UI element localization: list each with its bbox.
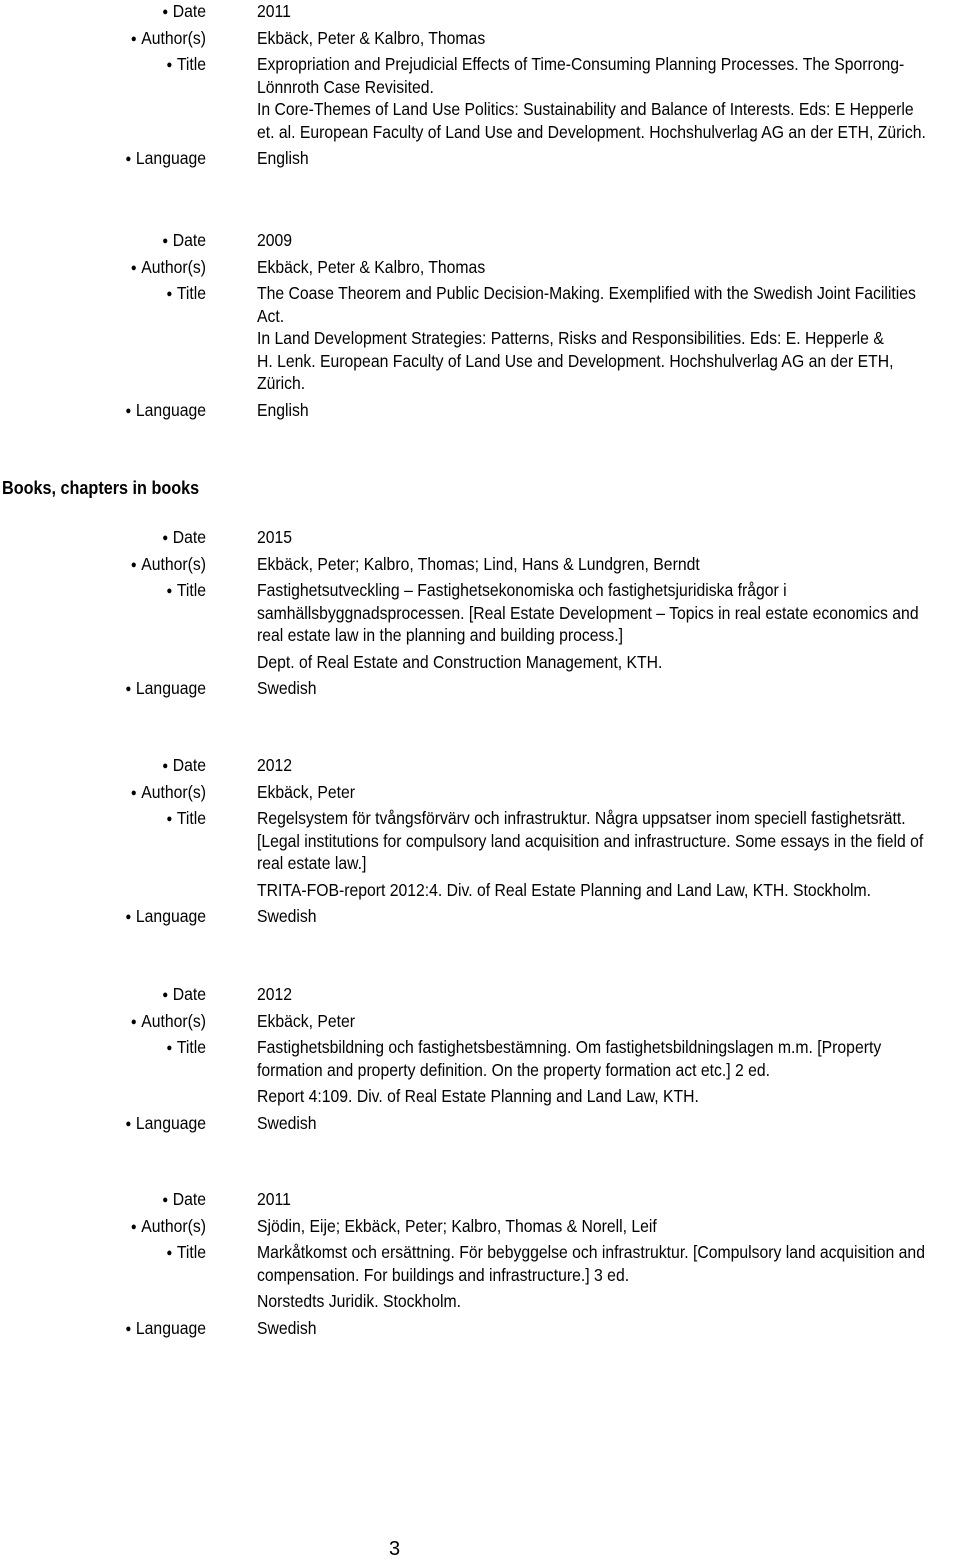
title-label: Title — [176, 54, 206, 74]
title-value — [257, 282, 941, 395]
date-value: 2009 — [257, 230, 293, 250]
language-row — [0, 905, 960, 928]
publication-entry — [0, 526, 960, 700]
language-value: English — [257, 148, 309, 168]
authors-row — [0, 1215, 960, 1238]
language-value: English — [257, 399, 309, 420]
title-value — [257, 1036, 941, 1108]
date-value: 2015 — [257, 527, 293, 547]
publication-entry — [0, 229, 960, 421]
bullet-icon: ● — [162, 235, 169, 247]
publication-entry — [0, 0, 960, 170]
authors-value: Ekbäck, Peter — [257, 1010, 356, 1031]
bullet-icon: ● — [166, 59, 173, 71]
language-value: Swedish — [257, 1317, 317, 1338]
publisher-line: TRITA-FOB-report 2012:4. Div. of Real Estate Planning and Land Law, KTH. Stockholm. — [257, 879, 871, 900]
date-row — [0, 754, 960, 777]
date-value: 2011 — [257, 1, 291, 21]
language-label: Language — [135, 678, 206, 698]
authors-row — [0, 1010, 960, 1033]
title-line: H. Lenk. European Faculty of Land Use and Development. Hochshulverlag AG an der ETH, — [257, 350, 894, 371]
bullet-icon: ● — [166, 1247, 173, 1259]
bullet-icon: ● — [166, 585, 173, 597]
date-row — [0, 1188, 960, 1211]
language-row — [0, 1112, 960, 1135]
bullet-icon: ● — [125, 1117, 132, 1130]
title-label: Title — [176, 580, 206, 600]
authors-row — [0, 553, 960, 576]
bullet-icon: ● — [162, 760, 169, 772]
title-line: Expropriation and Prejudicial Effects of Time-Consuming Planning Processes. The Sporrong- — [257, 54, 905, 74]
authors-row — [0, 781, 960, 804]
language-value: Swedish — [257, 678, 317, 698]
language-value: Swedish — [257, 1112, 317, 1133]
bullet-icon: ● — [130, 1015, 137, 1028]
language-label: Language — [135, 1317, 206, 1338]
bullet-icon: ● — [130, 261, 137, 274]
title-line: et. al. European Faculty of Land Use and Development. Hochshulverlag AG an der ETH, Zürich. — [257, 121, 926, 142]
bullet-icon: ● — [130, 558, 137, 571]
date-value: 2012 — [257, 984, 293, 1004]
language-label: Language — [135, 148, 206, 168]
title-line: samhällsbyggnadsprocessen. [Real Estate Development – Topics in real estate economics and — [257, 602, 919, 623]
title-value — [257, 53, 941, 143]
bullet-icon: ● — [125, 911, 132, 923]
publication-entry — [0, 1188, 960, 1339]
title-row — [0, 1036, 960, 1108]
authors-label: Author(s) — [141, 27, 206, 48]
authors-row — [0, 256, 960, 279]
date-label: Date — [172, 1, 206, 21]
title-line: Regelsystem för tvångsförvärv och infrastruktur. Några uppsatser inom speciell fastighetsrätt. — [257, 808, 906, 828]
title-line: Act. — [257, 305, 285, 326]
date-label: Date — [172, 527, 206, 547]
title-row — [0, 282, 960, 395]
publisher-line: Dept. of Real Estate and Construction Management, KTH. — [257, 651, 663, 672]
language-row — [0, 147, 960, 170]
authors-label: Author(s) — [141, 1215, 206, 1236]
title-line: Fastighetsutveckling – Fastighetsekonomiska och fastighetsjuridiska frågor i — [257, 580, 787, 600]
title-line: Fastighetsbildning och fastighetsbestämning. Om fastighetsbildningslagen m.m. [Property — [257, 1037, 882, 1057]
title-line: Markåtkomst och ersättning. För bebyggelse och infrastruktur. [Compulsory land acquisition and — [257, 1242, 925, 1262]
title-line: The Coase Theorem and Public Decision-Making. Exemplified with the Swedish Joint Facilities — [257, 283, 916, 303]
date-label: Date — [172, 984, 206, 1004]
bullet-icon: ● — [162, 1194, 169, 1206]
bullet-icon: ● — [125, 683, 132, 695]
date-label: Date — [172, 1189, 206, 1209]
title-label: Title — [176, 283, 206, 303]
title-value — [257, 1241, 941, 1313]
title-line: real estate law in the planning and building process.] — [257, 625, 623, 645]
page-number: 3 — [389, 1538, 401, 1560]
publication-entry — [0, 754, 960, 928]
bullet-icon: ● — [125, 404, 132, 417]
title-line: formation and property definition. On the property formation act etc.] 2 ed. — [257, 1059, 771, 1080]
bullet-icon: ● — [162, 6, 169, 18]
title-row — [0, 1241, 960, 1313]
title-row — [0, 53, 960, 143]
language-row — [0, 677, 960, 700]
publisher-line: Report 4:109. Div. of Real Estate Planning and Land Law, KTH. — [257, 1086, 699, 1106]
title-label: Title — [176, 1037, 206, 1057]
title-line: [Legal institutions for compulsory land acquisition and infrastructure. Some essays in the field of — [257, 830, 924, 851]
bullet-icon: ● — [166, 288, 173, 300]
title-line: real estate law.] — [257, 853, 367, 873]
title-label: Title — [176, 1242, 206, 1262]
bullet-icon: ● — [130, 1220, 137, 1233]
title-value — [257, 579, 941, 673]
date-row — [0, 229, 960, 252]
bullet-icon: ● — [130, 32, 137, 45]
bullet-icon: ● — [125, 1322, 132, 1335]
title-label: Title — [176, 808, 206, 828]
authors-value: Ekbäck, Peter; Kalbro, Thomas; Lind, Hans & Lundgren, Berndt — [257, 553, 700, 574]
title-line: Zürich. — [257, 373, 306, 393]
bullet-icon: ● — [130, 786, 137, 799]
authors-value: Ekbäck, Peter & Kalbro, Thomas — [257, 27, 486, 48]
authors-value: Sjödin, Eije; Ekbäck, Peter; Kalbro, Thomas & Norell, Leif — [257, 1215, 657, 1236]
title-line: In Land Development Strategies: Patterns, Risks and Responsibilities. Eds: E. Hepperle & — [257, 328, 884, 348]
date-row — [0, 0, 960, 23]
date-value: 2011 — [257, 1189, 291, 1209]
section-heading: Books, chapters in books — [2, 478, 200, 498]
publisher-line: Norstedts Juridik. Stockholm. — [257, 1291, 461, 1311]
language-row — [0, 1317, 960, 1340]
authors-label: Author(s) — [141, 781, 206, 802]
title-line: Lönnroth Case Revisited. — [257, 76, 434, 97]
bullet-icon: ● — [125, 153, 132, 165]
date-row — [0, 983, 960, 1006]
authors-value: Ekbäck, Peter — [257, 781, 356, 802]
authors-value: Ekbäck, Peter & Kalbro, Thomas — [257, 256, 486, 277]
bullet-icon: ● — [166, 1042, 173, 1054]
date-row — [0, 526, 960, 549]
authors-row — [0, 27, 960, 50]
authors-label: Author(s) — [141, 256, 206, 277]
title-line: In Core-Themes of Land Use Politics: Sustainability and Balance of Interests. Eds: E Hepperle — [257, 99, 914, 119]
title-row — [0, 579, 960, 673]
title-line: compensation. For buildings and infrastructure.] 3 ed. — [257, 1264, 630, 1285]
bullet-icon: ● — [162, 989, 169, 1001]
date-label: Date — [172, 230, 206, 250]
language-row — [0, 399, 960, 422]
date-value: 2012 — [257, 755, 293, 775]
publication-entry — [0, 983, 960, 1134]
language-label: Language — [135, 399, 206, 420]
title-value — [257, 807, 941, 901]
authors-label: Author(s) — [141, 553, 206, 574]
bullet-icon: ● — [166, 813, 173, 825]
authors-label: Author(s) — [141, 1010, 206, 1031]
language-label: Language — [135, 1112, 206, 1133]
language-value: Swedish — [257, 906, 317, 926]
date-label: Date — [172, 755, 206, 775]
title-row — [0, 807, 960, 901]
bullet-icon: ● — [162, 532, 169, 544]
language-label: Language — [135, 906, 206, 926]
